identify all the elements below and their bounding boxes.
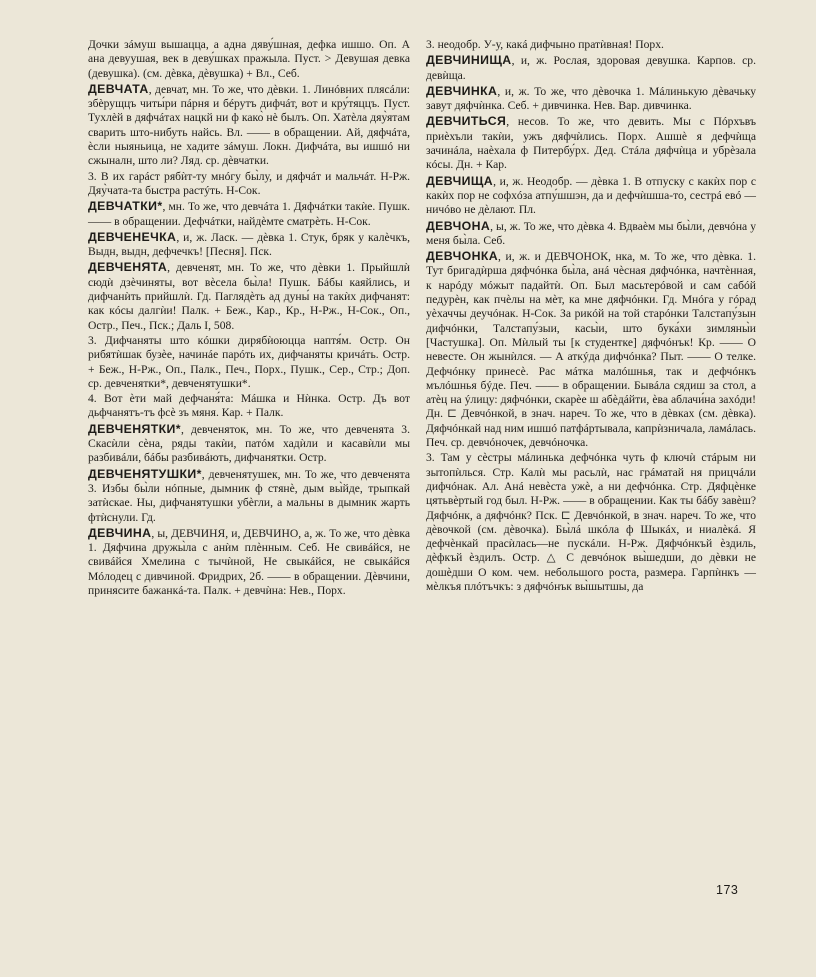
dictionary-entry: 3. В их гарáст рябѝт-ту мнóгу бы̀лу, и дяфчáт и мальчáт. Н-Рж. Дяу̀чата-та быстра растýть. Н-Сок. [88,169,410,197]
headword: ДЕВЧЕНЯТКИ* [88,421,181,436]
dictionary-entry: 4. Вот ѐти май дефчаня́та: Мáшка и Нѝнка. Остр. Дъ вот дьфчанятъ-тъ фсѐ зъ мяня. Кар. + Палк. [88,392,410,420]
dictionary-entry: ДЕВЧЕНЯТУШКИ*, девченятушек, мн. То же, что девченята 3. Избы бы̀ли нóпные, дымник ф стянѐ, дым вы̀йде, трыпкай затѝскае. Ны, дифчанятушки убѐгли, а мальны в дымник жарть фтѝснули. Гд. [88,466,410,524]
headword: ДЕВЧЕНЕЧКА [88,229,177,244]
dictionary-entry: ДЕВЧАТА, девчат, мн. То же, что дѐвки. 1. Линóвних плясáли: збèрущцъ читы́ри пáрня и бéрутъ дифчáт, вот и кру́тяццъ. Пуст. Тухлèй в дяфчáтах нацкй ни ф како̀ нè былъ. Оп. Хатѐла дяу̀ятам сварить што-нибуть найсь. Вл. —— в обращении. Ай, дяфчáта, ѐсли ныяньица, не хадите зáмуш. Локн. Дифчáта, вы ишшó ни сжыналн, што ли? Ляд. ср. дѐвчатки. [88,81,410,168]
dictionary-entry: ДЕВЧИНИЩА, и, ж. Рослая, здоровая девушка. Карпов. ср. девѝща. [426,53,756,82]
dictionary-entry: 3. Там у сѐстры мáлинька дефчóнка чуть ф ключѝ стáрым ни зытопѝлься. Стр. Калѝ мы расьлѝ, нас грáматай ня прицчáли дифчóнак. Ал. Анá невѐста ужѐ, а ни дефчóнка. Стр. Дяфцѐнке цятьвѐртый год был. Н-Рж. —— в обращении. Как ты бáбу завѐш? Дяфчóнк, а дяфчóнк? Пск. ⊏ Девчóнкой, в знач. нареч. То же, что дѐвочкой (см. дѐвочка). Бы̀лá шкóла ф Шыкáх, и ниалѐкá. Я дефчѐнкай прасѝлась—не пускáли. Н-Рж. Дяфчóнкъй ѐздиль, дѐфкъй ѐздилъ. Остр. △ С девчóнок вы̀шедши, до дѐвки не дошѐдши О ком. чем. небольшого роста, размера. Гарпѝнкъ — мѐлкъя плóтъчкъ: з дяфчóнък вы̀шытшы, да [426,451,756,593]
dictionary-entry: ДЕВЧАТКИ*, мн. То же, что девчáта 1. Дяфчáтки такѝе. Пушк. —— в обращении. Дефчáтки, найдѐмте сматрѐть. Н-Сок. [88,199,410,228]
headword: ДЕВЧИТЬСЯ [426,114,507,129]
dictionary-entry: ДЕВЧИНА, ы, ДЕВЧИНЯ, и, ДЕВЧИНО, а, ж. То же, что дѐвка 1. Дяфчина дружы̀ла с анѝм плѐнным. Себ. Не свивáйся, не свивáйся Хмелина с тычѝной, Не свыкáйся, не свыкáйся Мóлодец с дивчиной. Фридрих, 2б. —— в обращении. Дѐвчини, принясите бажанкá-та. Палк. + девчѝна: Нев., Порх. [88,525,410,597]
dictionary-entry: ДЕВЧИТЬСЯ, несов. То же, что девить. Мы с Пóрхъвъ приѐхъли такѝи, ужъ дяфчѝлись. Порх. Ашшѐ я дефчѝща зачинáла, наѐхала ф Питербу́рх. Дед. Стáла дяфчѝца и убрѐзала кóсы. Дн. + Кар. [426,114,756,172]
dictionary-entry: Дочки зáмуш вышацца, а адна дяву́шная, дефка ишшо. Оп. А ана девуушая, век в деву́шках пражыла. Пуст. > Девушая девка (девушка). (см. дѐвка, дѐвушка) + Вл., Себ. [88,38,410,80]
dictionary-entry: ДЕВЧЕНЯТКИ*, девченяток, мн. То же, что девченята 3. Скасѝли сѐна, ряды такѝи, патóм хадѝли и касавѝли мы разбивáли, бáбы разбивáють, дифчанятки. Остр. [88,421,410,465]
dictionary-entry: ДЕВЧОНКА, и, ж. и ДЕВЧОНОК, нка, м. То же, что дѐвка. 1. Тут бригадѝрша дяфчóнка бы̀ла, анá чѐсная дяфчóнка, начтѐнная, к нарóду мóжыт падайтѝ. Оп. Был масьтерóвой и сам сабóй педурѐн, как пчѐлы на мѐт, ка мне дяфчóнки. Гд. Мнóга у гóрад уѐхаччы деучóнак. Н-Сок. За рикóй на той старóнки Талстапу́зын дифчóнки, Талстапу́зыи, касы̀и, што бука́хи зимляны̀и [Частушка]. Оп. Мѝлый ты [к студентке] дяфчóнък! Кр. —— О невесте. Он жынѝлся. — А аткýда дифчóнка? Пыт. —— О телке. Дефчóнку принесѐ. Рас мáтка малóшнья, так и дефчóнкъ мълóшнья бýде. Печ. —— в обращении. Бывáла сядиш за стол, а атѐц на ýлицу: дяфчóнки, скарѐе ш абѐдáйти, ѐва аблачи́на захóди! Дн. ⊏ Девчóнкой, в знач. нареч. То же, что в дѐвках (см. дѐвка). Дяфчóнкай над ним ишшó патфáртывала, капрѝзничала, ламáлась. Печ. ср. девчóночек, девчóночка. [426,249,756,450]
headword: ДЕВЧИНИЩА [426,53,512,68]
dictionary-entry: 3. Дифчаняты што кóшки дирябѝоюцца наптя́м. Остр. Он рибятѝшак бузѐе, начинáе парóть их, дифчаняты кричáть. Остр. + Беж., Н-Рж., Оп., Палк., Печ., Порх., Пушк., Сер., Стр.; Доп. ср. девченятки*, девченятушки*. [88,333,410,390]
dictionary-entry: ДЕВЧИНКА, и, ж. То же, что дѐвочка 1. Мáлинькую дѐвачьку завут дяфчѝнка. Себ. + дивчинка. Нев. Вар. дивчинка. [426,83,756,113]
right-column [426,38,756,595]
headword: ДЕВЧИНА [88,525,152,540]
dictionary-entry: ДЕВЧИЩА, и, ж. Неодобр. — дѐвка 1. В отпуску с какѝх пор с какѝх пор не софхóза атпу́шшэн, да и дефчѝшша-то, сестрá евó — ничóво не дѐлают. Пл. [426,173,756,217]
headword: ДЕВЧИЩА [426,173,494,188]
headword: ДЕВЧАТКИ* [88,199,163,214]
headword: ДЕВЧИНКА [426,83,498,98]
dictionary-entry: ДЕВЧЕНЯТА, девченят, мн. То же, что дѐвки 1. Прыйшлѝ сюдѝ дзѐчиняты, вот вѐсела бы̀ла! Пушк. Бáбы каяйлись, и дифчанѝть прийшлѝ. Гд. Паглядѐть ад дуны́ на такѝх дифчанят: как кóсы далгѝи! Палк. + Беж., Кар., Кр., Н-Рж., Н-Сок., Оп., Остр., Печ., Пск.; Даль I, 508. [88,260,410,332]
headword: ДЕВЧАТА [88,81,149,96]
headword: ДЕВЧЕНЯТУШКИ* [88,466,202,481]
dictionary-entry: 3. неодобр. У-у, какá дифчыно пратѝвная! Порх. [426,38,664,51]
dictionary-entry: ДЕВЧЕНЕЧКА, и, ж. Ласк. — дѐвка 1. Стук, бряк у калѐчкъ, Выдн, выдн, дефчечкъ! [Песня]. Пск. [88,229,410,259]
headword: ДЕВЧОНКА [426,249,499,264]
headword: ДЕВЧОНА [426,218,491,233]
dictionary-entry: ДЕВЧОНА, ы, ж. То же, что дѐвка 4. Вдваѐм мы бы̀ли, девчóна у меня бы̀ла. Себ. [426,218,756,247]
headword: ДЕВЧЕНЯТА [88,260,168,275]
page-number: 173 [716,883,739,897]
left-column [88,38,410,599]
